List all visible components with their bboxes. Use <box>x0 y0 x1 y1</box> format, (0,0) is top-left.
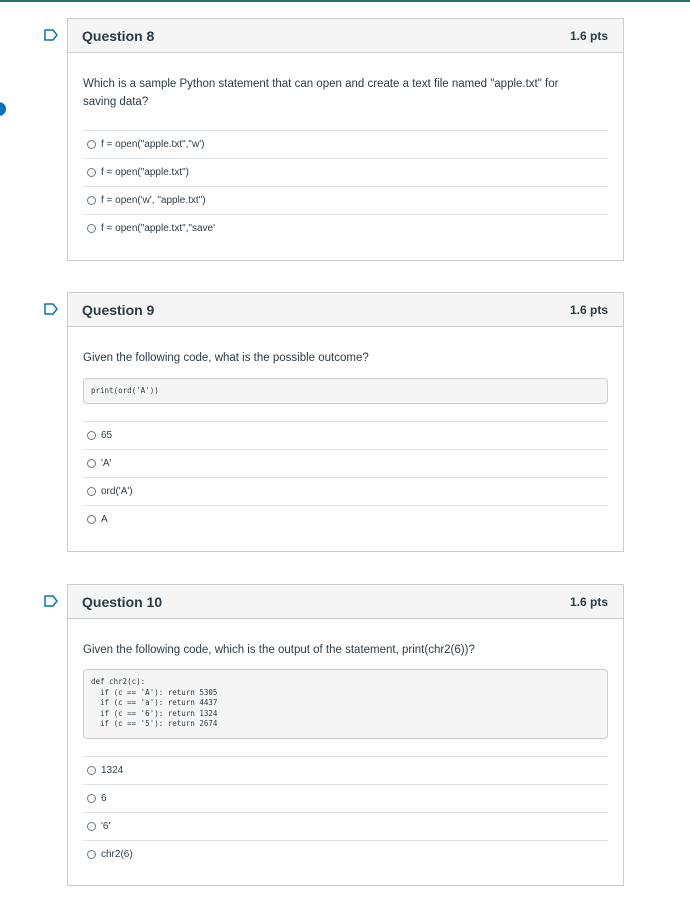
answer-option[interactable] <box>83 840 608 868</box>
answer-label: chr2(6) <box>101 849 133 860</box>
radio-button-icon[interactable] <box>87 168 96 177</box>
answer-option[interactable] <box>83 214 608 242</box>
radio-button-icon[interactable] <box>87 850 96 859</box>
code-block: print(ord('A')) <box>83 378 608 404</box>
question-points: 1.6 pts <box>569 594 608 609</box>
answer-option[interactable] <box>83 784 608 812</box>
answer-option[interactable] <box>83 505 608 533</box>
question-card <box>67 584 624 886</box>
answer-label: A <box>101 514 108 525</box>
answer-option[interactable] <box>83 756 608 784</box>
answer-list <box>83 130 608 242</box>
flag-question-icon[interactable] <box>44 29 58 41</box>
question-header <box>68 585 623 619</box>
question-card <box>67 292 624 552</box>
radio-button-icon[interactable] <box>87 822 96 831</box>
radio-button-icon[interactable] <box>87 459 96 468</box>
radio-button-icon[interactable] <box>87 487 96 496</box>
question-title: Question 10 <box>82 593 163 610</box>
question-header <box>68 293 623 327</box>
answer-option[interactable] <box>83 449 608 477</box>
answer-option[interactable] <box>83 421 608 449</box>
radio-button-icon[interactable] <box>87 766 96 775</box>
flag-question-icon[interactable] <box>44 595 58 607</box>
answer-label: 1324 <box>101 765 124 776</box>
answer-option[interactable] <box>83 158 608 186</box>
radio-button-icon[interactable] <box>87 140 96 149</box>
question-points: 1.6 pts <box>569 28 608 43</box>
question-text: Given the following code, what is the possible outcome? <box>83 352 369 364</box>
radio-button-icon[interactable] <box>87 515 96 524</box>
answer-label: f = open('w', "apple.txt") <box>101 195 206 206</box>
answer-label: 'A' <box>101 458 112 469</box>
radio-button-icon[interactable] <box>87 196 96 205</box>
answer-label: f = open("apple.txt","save' <box>101 223 216 234</box>
question-title: Question 8 <box>82 27 155 44</box>
answer-list <box>83 756 608 868</box>
answer-label: ord('A') <box>101 486 133 497</box>
answer-option[interactable] <box>83 477 608 505</box>
question-title: Question 9 <box>82 301 155 318</box>
code-block: def chr2(c): if (c == 'A'): return 5305 if (c == 'a'): return 4437 if (c == '6'): return 1324 if (c == '5'): return 2674 <box>83 669 608 739</box>
question-text: Given the following code, which is the output of the statement, print(chr2(6))? <box>83 644 475 656</box>
answer-label: 6 <box>101 793 107 804</box>
answer-option[interactable] <box>83 130 608 158</box>
answer-option[interactable] <box>83 186 608 214</box>
answer-label: f = open("apple.txt") <box>101 167 189 178</box>
radio-button-icon[interactable] <box>87 794 96 803</box>
answer-label: 65 <box>101 430 113 441</box>
navigation-indicator[interactable] <box>0 102 6 116</box>
top-border <box>0 0 690 2</box>
radio-button-icon[interactable] <box>87 224 96 233</box>
flag-question-icon[interactable] <box>44 303 58 315</box>
question-header <box>68 19 623 53</box>
question-card <box>67 18 624 261</box>
question-points: 1.6 pts <box>569 302 608 317</box>
radio-button-icon[interactable] <box>87 431 96 440</box>
answer-label: f = open("apple.txt","w') <box>101 139 205 150</box>
answer-list <box>83 421 608 533</box>
answer-label: '6' <box>101 821 111 832</box>
question-text: Which is a sample Python statement that can open and create a text file named "apple.txt" for saving data? <box>83 78 559 108</box>
answer-option[interactable] <box>83 812 608 840</box>
